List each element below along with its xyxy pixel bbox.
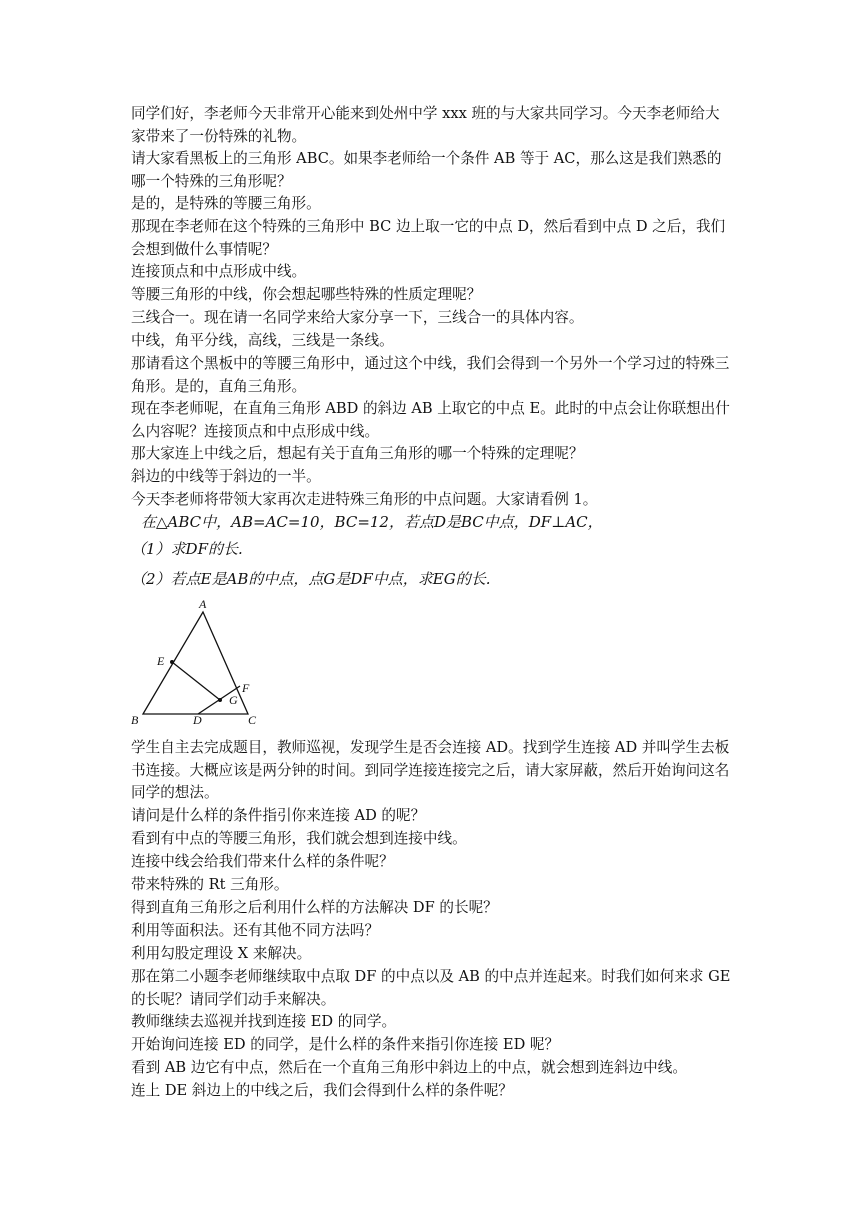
paragraph-connect-median: 连接顶点和中点形成中线。: [131, 263, 307, 280]
paragraph-isosceles-median-question: 等腰三角形的中线，你会想起哪些特殊的性质定理呢？: [131, 286, 482, 303]
problem-question-1: （1）求DF的长.: [131, 540, 243, 558]
paragraph-question-triangle: 请大家看黑板上的三角形 ABC。如果李老师给一个条件 AB 等于 AC，那么这是我们熟悉的哪一个特殊的三角形呢？: [131, 150, 722, 190]
label-g: G: [229, 693, 238, 707]
problem-question-2: （2）若点E是AB的中点，点G是DF中点，求EG的长.: [131, 570, 491, 588]
paragraph-df-method: 得到直角三角形之后利用什么样的方法解决 DF 的长呢？: [131, 899, 498, 916]
paragraph-answer-isosceles: 是的，是特殊的等腰三角形。: [131, 195, 321, 212]
label-b: B: [131, 713, 139, 727]
paragraph-greeting: 同学们好，李老师今天非常开心能来到处州中学 xxx 班的与大家共同学习。今天李老师给大家带来了一份特殊的礼物。: [131, 105, 720, 145]
paragraph-midpoint-d: 那现在李老师在这个特殊的三角形中 BC 边上取一它的中点 D，然后看到中点 D 之后，我们会想到做什么事情呢？: [131, 218, 726, 258]
paragraph-theorem-answer: 斜边的中线等于斜边的一半。: [131, 468, 321, 485]
paragraph-right-triangle: 那请看这个黑板中的等腰三角形中，通过这个中线，我们会得到一个另外一个学习过的特殊三角形。是的，直角三角形。: [131, 355, 730, 395]
paragraph-why-ed: 开始询问连接 ED 的同学，是什么样的条件来指引你连接 ED 呢？: [131, 1036, 560, 1053]
triangle-diagram: [128, 596, 268, 730]
paragraph-teacher-patrol: 教师继续去巡视并找到连接 ED 的同学。: [131, 1013, 397, 1030]
paragraph-rt-triangle: 带来特殊的 Rt 三角形。: [131, 876, 289, 893]
paragraph-median-reason: 看到有中点的等腰三角形，我们就会想到连接中线。: [131, 830, 467, 847]
label-e: E: [157, 654, 165, 668]
paragraph-de-conditions: 连上 DE 斜边上的中线之后，我们会得到什么样的条件呢？: [131, 1082, 513, 1099]
label-f: F: [242, 681, 250, 695]
paragraph-hypotenuse-median: 看到 AB 边它有中点，然后在一个直角三角形中斜边上的中点，就会想到连斜边中线。: [131, 1059, 687, 1076]
paragraph-equal-area: 利用等面积法。还有其他不同方法吗？: [131, 922, 380, 939]
paragraph-why-ad: 请问是什么样的条件指引你来连接 AD 的呢？: [131, 807, 426, 824]
paragraph-median-conditions: 连接中线会给我们带来什么样的条件呢？: [131, 853, 394, 870]
point-g: [218, 698, 222, 702]
paragraph-pythagorean: 利用勾股定理设 X 来解决。: [131, 945, 312, 962]
paragraph-part-two: 那在第二小题李老师继续取中点取 DF 的中点以及 AB 的中点并连起来。时我们如何来求 GE 的长呢？请同学们动手来解决。: [131, 968, 731, 1008]
paragraph-three-lines-content: 中线，角平分线，高线，三线是一条线。: [131, 332, 394, 349]
label-c: C: [248, 713, 257, 727]
problem-statement: 在△ABC中，AB=AC=10，BC=12，若点D是BC中点，DF⊥AC，: [141, 513, 603, 531]
paragraph-example-intro: 今天李老师将带领大家再次走进特殊三角形的中点问题。大家请看例 1。: [131, 491, 598, 508]
label-d: D: [193, 713, 202, 727]
paragraph-theorem-question: 那大家连上中线之后，想起有关于直角三角形的哪一个特殊的定理呢？: [131, 445, 584, 462]
segment-eg: [172, 662, 220, 700]
paragraph-three-lines: 三线合一。现在请一名同学来给大家分享一下，三线合一的具体内容。: [131, 309, 584, 326]
label-a: A: [199, 597, 207, 611]
point-e: [170, 660, 174, 664]
paragraph-student-work: 学生自主去完成题目，教师巡视，发现学生是否会连接 AD。找到学生连接 AD 并叫学生去板书连接。大概应该是两分钟的时间。到同学连接连接完之后，请大家屏蔽，然后开始询问这名同学的想法。: [131, 739, 730, 801]
paragraph-midpoint-e: 现在李老师呢，在直角三角形 ABD 的斜边 AB 上取它的中点 E。此时的中点会让你联想出什么内容呢？连接顶点和中点形成中线。: [131, 400, 730, 440]
geometry-figure: [128, 596, 268, 730]
